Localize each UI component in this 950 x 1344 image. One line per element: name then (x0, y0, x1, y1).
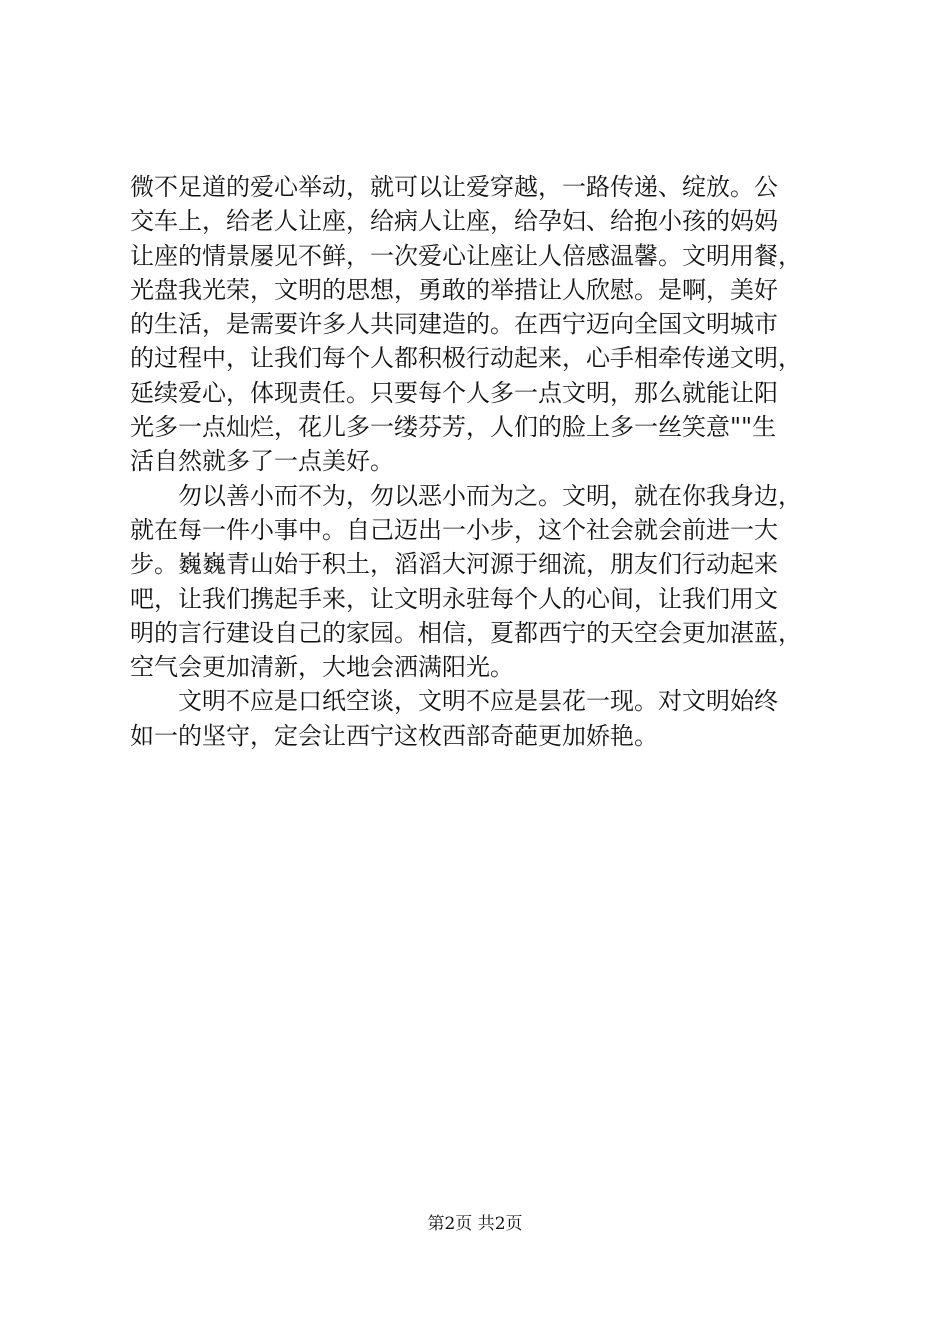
text-line: 交车上，给老人让座，给病人让座，给孕妇、给抱小孩的妈妈 (130, 207, 778, 236)
text-line: 吧，让我们携起手来，让文明永驻每个人的心间，让我们用文 (130, 584, 778, 613)
text-line: 就在每一件小事中。自己迈出一小步，这个社会就会前进一大 (130, 515, 778, 544)
page-number-footer: 第2页 共2页 (427, 1214, 523, 1234)
text-line: 让座的情景屡见不鲜，一次爱心让座让人倍感温馨。文明用餐， (130, 241, 802, 270)
text-line: 勿以善小而不为，勿以恶小而为之。文明，就在你我身边， (130, 481, 802, 510)
text-line: 光多一点灿烂，花儿多一缕芬芳，人们的脸上多一丝笑意""生 (130, 413, 777, 442)
text-line: 活自然就多了一点美好。 (130, 447, 394, 476)
text-line: 如一的坚守，定会让西宁这枚西部奇葩更加娇艳。 (130, 721, 658, 750)
text-line: 空气会更加清新，大地会洒满阳光。 (130, 653, 514, 682)
text-line: 的生活，是需要许多人共同建造的。在西宁迈向全国文明城市 (130, 310, 778, 339)
text-line: 延续爱心，体现责任。只要每个人多一点文明，那么就能让阳 (130, 378, 778, 407)
text-line: 步。巍巍青山始于积土，滔滔大河源于细流，朋友们行动起来 (130, 550, 778, 579)
text-line: 微不足道的爱心举动，就可以让爱穿越，一路传递、绽放。公 (130, 173, 778, 201)
text-line: 的过程中，让我们每个人都积极行动起来，心手相牵传递文明， (130, 344, 802, 373)
body-text (130, 170, 842, 753)
text-line: 文明不应是口纸空谈，文明不应是昙花一现。对文明始终 (130, 687, 778, 716)
text-line: 光盘我光荣，文明的思想，勇敢的举措让人欣慰。是啊，美好 (130, 275, 778, 304)
text-line: 明的言行建设自己的家园。相信，夏都西宁的天空会更加湛蓝， (130, 618, 802, 647)
